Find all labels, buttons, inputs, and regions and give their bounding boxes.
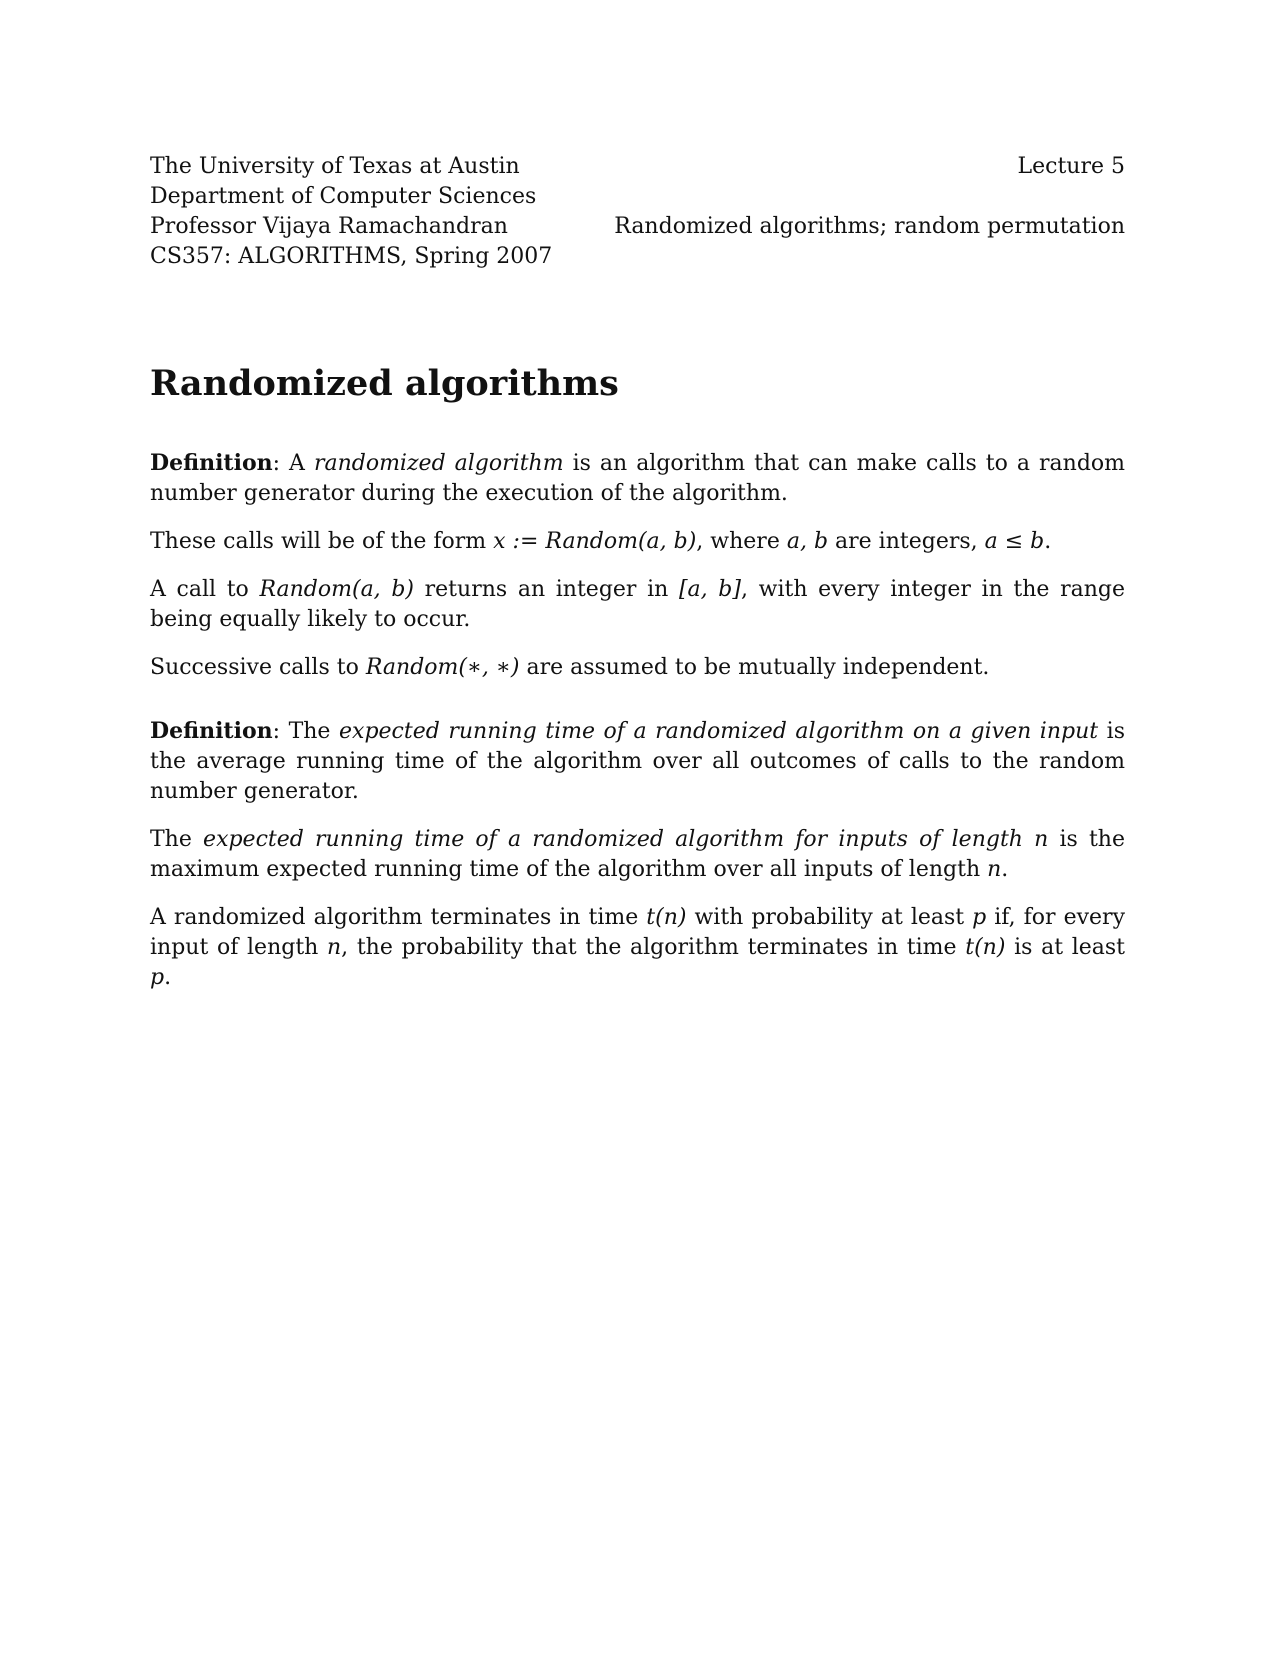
paragraph-text: if, for every input of length — [150, 905, 1125, 960]
course-name: CS357: ALGORITHMS, Spring 2007 — [150, 244, 553, 269]
paragraph-text: These calls will be of the form — [150, 529, 494, 554]
math-expression: t(n) — [646, 905, 687, 930]
professor-name: Professor Vijaya Ramachandran — [150, 214, 508, 239]
paragraph-text: returns an integer in — [414, 577, 679, 602]
paragraph-call-form — [150, 527, 1125, 557]
paragraph-text: is the maximum expected running time of the algorithm over all inputs of length — [150, 827, 1125, 882]
definition-text: : A — [272, 451, 314, 476]
paragraph-random-returns — [150, 575, 1125, 635]
math-expression: Random(∗, ∗) — [365, 655, 520, 680]
lecture-header — [150, 152, 1125, 282]
paragraph-independence — [150, 653, 1125, 683]
paragraph-text: are integers, — [828, 529, 985, 554]
math-expression: n — [327, 935, 342, 960]
paragraph-text: . — [1044, 529, 1052, 554]
definition-expected-running-time-input — [150, 716, 1125, 807]
university-name: The University of Texas at Austin — [150, 154, 520, 179]
math-expression: [a, b] — [678, 577, 741, 602]
document-page — [150, 0, 1125, 1656]
math-expression: a ≤ b — [984, 529, 1045, 554]
math-expression: t(n) — [965, 935, 1006, 960]
paragraph-text: is at least — [1005, 935, 1125, 960]
definition-text: is an algorithm that can make calls to a random number generator during the execution of the algorithm. — [150, 451, 1126, 506]
paragraph-text: A randomized algorithm terminates in time — [150, 905, 647, 930]
math-expression: x := Random(a, b) — [493, 529, 697, 554]
paragraph-expected-running-time-length — [150, 825, 1125, 885]
paragraph-text: A call to — [150, 577, 260, 602]
paragraph-text: are assumed to be mutually independent. — [519, 655, 990, 680]
defined-term: expected running time of a randomized algorithm for inputs of length n — [203, 827, 1049, 852]
math-expression: n — [987, 857, 1002, 882]
definition-text: is the average running time of the algorithm over all outcomes of calls to the random number generator. — [150, 719, 1125, 804]
paragraph-text: with probability at least — [686, 905, 973, 930]
lecture-number: Lecture 5 — [1017, 154, 1125, 179]
paragraph-text: The — [150, 827, 204, 852]
paragraph-text: , where — [696, 529, 787, 554]
header-left-block — [150, 152, 552, 272]
defined-term: randomized algorithm — [313, 451, 564, 476]
math-expression: p — [972, 905, 987, 930]
paragraph-text: . — [1001, 857, 1009, 882]
definition-text: : The — [272, 719, 340, 744]
defined-term: expected running time of a randomized algorithm on a given input — [339, 719, 1099, 744]
definition-label: Definition — [150, 718, 273, 744]
math-expression: a, b — [786, 529, 829, 554]
header-right-block — [614, 152, 1125, 242]
paragraph-text: Successive calls to — [150, 655, 366, 680]
paragraph-text: . — [164, 965, 172, 990]
definition-label: Definition — [150, 450, 273, 476]
paragraph-text: , with every integer in the range being equally likely to occur. — [150, 577, 1125, 632]
paragraph-text: , the probability that the algorithm terminates in time — [341, 935, 966, 960]
math-expression: p — [150, 965, 165, 990]
paragraph-termination-probability — [150, 903, 1125, 993]
lecture-topic: Randomized algorithms; random permutation — [614, 214, 1125, 239]
section-body — [150, 448, 1125, 1011]
definition-randomized-algorithm — [150, 448, 1125, 509]
department-name: Department of Computer Sciences — [150, 184, 537, 209]
section-title: Randomized algorithms — [150, 363, 619, 404]
header-spacer — [614, 182, 1125, 212]
math-expression: Random(a, b) — [259, 577, 414, 602]
